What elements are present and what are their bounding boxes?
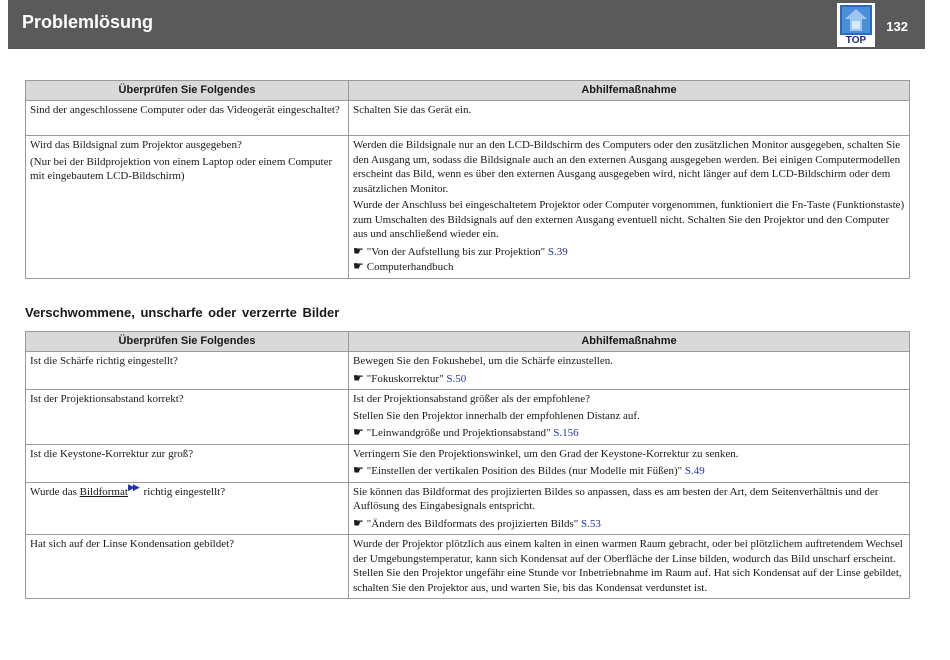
reference-title: "Ändern des Bildformats des projizierten Bilds" xyxy=(366,517,579,530)
cross-reference xyxy=(353,259,905,275)
remedy-text: Ist der Projektionsabstand größer als der empfohlene? xyxy=(353,393,591,405)
table-row xyxy=(26,136,910,279)
remedy-cell: Schalten Sie das Gerät ein. xyxy=(349,101,910,136)
top-label[interactable]: TOP xyxy=(845,35,867,46)
cross-reference xyxy=(353,371,905,387)
check-text: Wird das Bildsignal zum Projektor ausgegeben? xyxy=(30,139,242,151)
pointing-hand-icon: ☛ xyxy=(353,463,364,477)
glossary-arrow-icon[interactable]: ▶▶ xyxy=(127,481,138,492)
cross-reference xyxy=(353,463,905,479)
remedy-text: Stellen Sie den Projektor innerhalb der empfohlenen Distanz auf. xyxy=(353,409,640,422)
cross-reference xyxy=(353,516,905,532)
reference-title: "Leinwandgröße und Projektionsabstand" xyxy=(366,427,551,439)
remedy-text: Werden die Bildsignale nur an den LCD-Bildschirm des Computers oder den zusätzlichen Monitor ausgegeben, schalten Sie den Ausgang um, sodass die Bildsignale auch an den externen Ausgang ausgegeben werden. Bei einigen Computermodellen erscheint das Bild, wenn es über den externen Ausgang ausgegeben wird, nicht länger auf dem LCD-Bildschirm oder dem zusätzlichen Monitor. xyxy=(353,139,901,195)
remedy-cell xyxy=(349,390,910,445)
cross-reference xyxy=(353,425,905,441)
table-row xyxy=(26,535,910,599)
page-link[interactable]: S.156 xyxy=(553,427,579,439)
check-cell: Ist der Projektionsabstand korrekt? xyxy=(26,390,349,445)
pointing-hand-icon: ☛ xyxy=(353,370,364,385)
remedy-cell xyxy=(349,352,910,390)
page-link[interactable]: S.39 xyxy=(547,245,568,258)
table-row xyxy=(26,390,910,445)
check-cell xyxy=(26,136,349,279)
remedy-cell xyxy=(349,444,910,482)
remedy-text: Sie können das Bildformat des projizierten Bildes so anpassen, dass es am besten der Art, dem Seitenverhältnis und der Auflösung des Eingabesignals entspricht. xyxy=(353,485,879,512)
column-header-remedy: Abhilfemaßnahme xyxy=(349,81,910,101)
remedy-text: Bewegen Sie den Fokushebel, um die Schärfe einzustellen. xyxy=(353,355,613,367)
remedy-text: Wurde der Anschluss bei eingeschaltetem Projektor oder Computer vorgenommen, funktioniert die Fn-Taste (Funktionstaste) zum Umschalten des Bildsignals auf den externen Ausgang eventuell nicht. Schalten Sie den Projektor und den Computer aus und anschließend wieder ein. xyxy=(353,199,905,240)
troubleshooting-table-1 xyxy=(25,80,910,279)
check-cell: Ist die Keystone-Korrektur zur groß? xyxy=(26,444,349,482)
check-note: (Nur bei der Bildprojektion von einem Laptop oder einem Computer mit eingebautem LCD-Bildschirm) xyxy=(30,155,333,182)
pointing-hand-icon: ☛ xyxy=(353,425,364,439)
reference-title: "Fokuskorrektur" xyxy=(366,372,444,385)
table-row xyxy=(26,101,910,136)
reference-title: "Von der Aufstellung bis zur Projektion" xyxy=(366,245,546,258)
page-link[interactable]: S.53 xyxy=(581,517,601,530)
check-cell xyxy=(26,482,349,535)
pointing-hand-icon: ☛ xyxy=(353,259,364,273)
page-link[interactable]: S.50 xyxy=(446,372,467,385)
check-cell: Hat sich auf der Linse Kondensation gebildet? xyxy=(26,535,349,599)
column-header-check: Überprüfen Sie Folgendes xyxy=(26,81,349,101)
table-header-row xyxy=(26,81,910,101)
glossary-link[interactable]: Bildformat xyxy=(79,485,128,498)
table-header-row xyxy=(26,332,910,352)
remedy-text: Verringern Sie den Projektionswinkel, um den Grad der Keystone-Korrektur zu senken. xyxy=(353,447,739,460)
check-text: richtig eingestellt? xyxy=(143,485,226,498)
check-cell: Sind der angeschlossene Computer oder das Videogerät eingeschaltet? xyxy=(26,101,349,136)
reference-title: "Einstellen der vertikalen Position des Bildes (nur Modelle mit Füßen)" xyxy=(366,465,683,477)
pointing-hand-icon: ☛ xyxy=(353,515,364,530)
page-title: Problemlösung xyxy=(22,12,154,32)
check-text: Wurde das xyxy=(30,485,77,498)
page-link[interactable]: S.49 xyxy=(684,465,705,477)
reference-title: Computerhandbuch xyxy=(366,261,454,273)
header-bar xyxy=(8,0,925,49)
cross-reference xyxy=(353,244,905,260)
top-button[interactable] xyxy=(837,3,875,47)
column-header-check: Überprüfen Sie Folgendes xyxy=(26,332,349,352)
page-number: 132 xyxy=(886,19,908,34)
table-row xyxy=(26,444,910,482)
remedy-cell: Wurde der Projektor plötzlich aus einem kalten in einen warmen Raum gebracht, oder bei plötzlichem auftretendem Wechsel der Umgebungstemperatur, kann sich Kondensat auf der Oberfläche der Linse bilden, wodurch das Bild unscharf erscheint. Stellen Sie den Projektor ungefähr eine Stunde vor Inbetriebnahme im Raum auf. Hat sich Kondensat auf der Linse gebildet, schalten Sie den Projektor aus, und warten Sie, bis das Kondensat verdunstet ist. xyxy=(349,535,910,599)
check-cell: Ist die Schärfe richtig eingestellt? xyxy=(26,352,349,390)
section-heading: Verschwommene, unscharfe oder verzerrte Bilder xyxy=(25,305,340,320)
table-row xyxy=(26,352,910,390)
troubleshooting-table-2 xyxy=(25,331,910,599)
top-icon xyxy=(840,5,872,35)
table-row xyxy=(26,482,910,535)
column-header-remedy: Abhilfemaßnahme xyxy=(349,332,910,352)
remedy-cell xyxy=(349,136,910,279)
remedy-cell xyxy=(349,482,910,535)
pointing-hand-icon: ☛ xyxy=(353,243,364,258)
